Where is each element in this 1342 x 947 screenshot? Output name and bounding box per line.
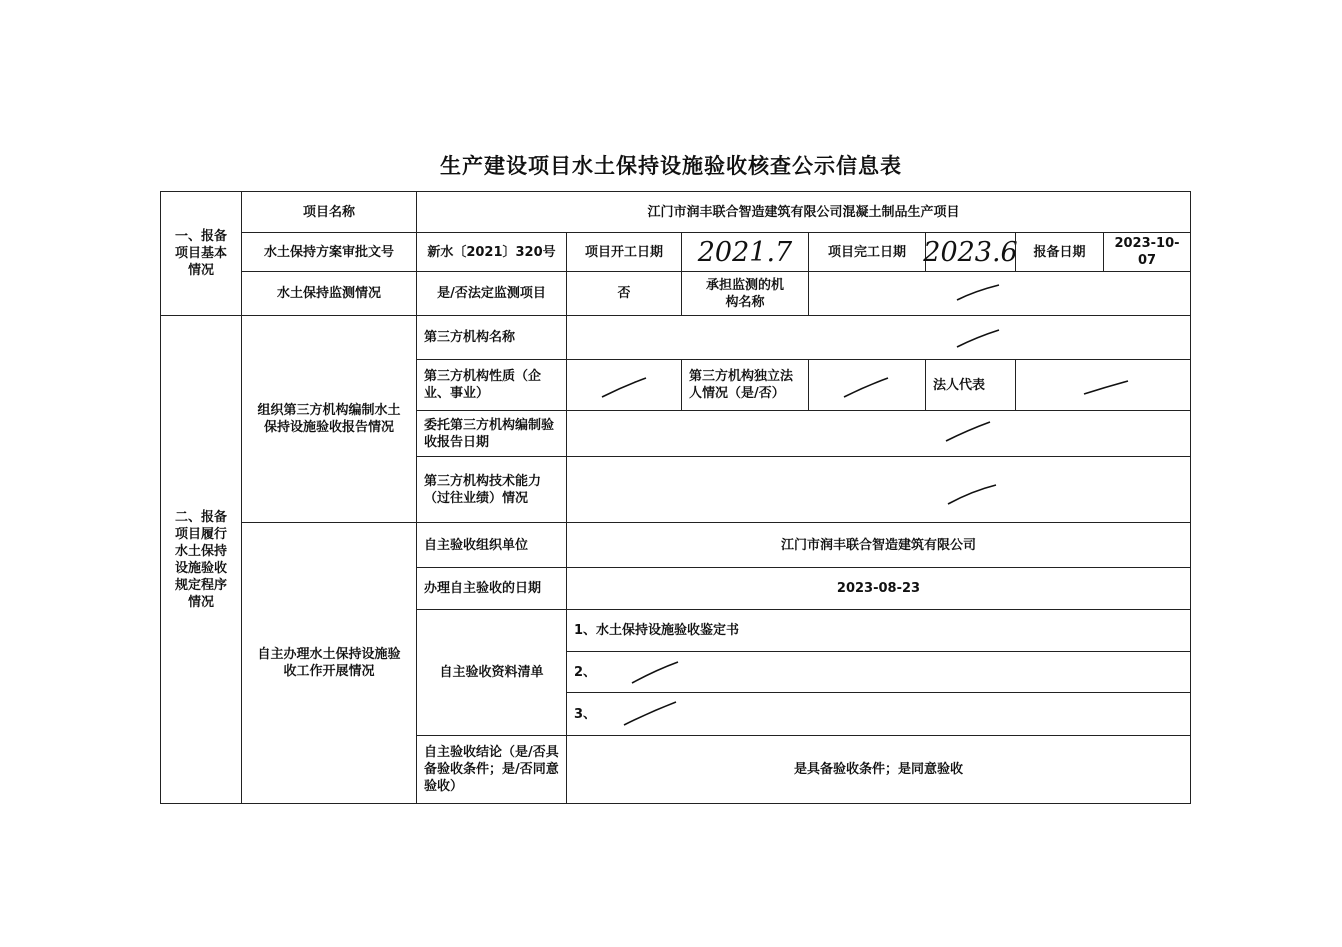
self-org-label: 自主验收组织单位	[416, 522, 567, 568]
third-party-nature-label: 第三方机构性质（企业、事业）	[416, 359, 567, 411]
na-slash-mark	[1082, 379, 1130, 397]
na-slash-mark	[944, 420, 992, 444]
na-slash-mark	[622, 700, 678, 728]
project-name-label: 项目名称	[241, 191, 417, 233]
filing-date-value: 2023-10-07	[1103, 232, 1191, 272]
third-party-name-value	[566, 315, 1191, 360]
approval-doc-label: 水土保持方案审批文号	[241, 232, 417, 272]
project-name-value: 江门市润丰联合智造建筑有限公司混凝土制品生产项目	[416, 191, 1191, 233]
tech-capability-value	[566, 456, 1191, 523]
filing-date-label: 报备日期	[1015, 232, 1104, 272]
na-slash-mark	[955, 328, 1001, 350]
materials-item-1: 1、水土保持设施验收鉴定书	[566, 609, 1191, 652]
na-slash-mark	[842, 376, 890, 400]
materials-label: 自主验收资料清单	[416, 609, 567, 736]
commission-date-value	[566, 410, 1191, 457]
na-slash-mark	[955, 283, 1001, 303]
commission-date-label: 委托第三方机构编制验收报告日期	[416, 410, 567, 457]
statutory-monitoring-label: 是/否法定监测项目	[416, 271, 567, 316]
na-slash-mark	[600, 376, 648, 400]
section1-label: 一、报备项目基本情况	[160, 191, 242, 316]
third-party-name-label: 第三方机构名称	[416, 315, 567, 360]
self-date-label: 办理自主验收的日期	[416, 567, 567, 610]
start-date-label: 项目开工日期	[566, 232, 682, 272]
page-title: 生产建设项目水土保持设施验收核查公示信息表	[440, 154, 902, 178]
materials-item-3: 3、	[566, 692, 1191, 736]
materials-item-2: 2、	[566, 651, 1191, 693]
self-acceptance-group-label: 自主办理水土保持设施验收工作开展情况	[241, 522, 417, 804]
na-slash-mark	[630, 660, 680, 686]
na-slash-mark	[946, 483, 998, 507]
self-date-value: 2023-08-23	[566, 567, 1191, 610]
third-party-group-label: 组织第三方机构编制水土保持设施验收报告情况	[241, 315, 417, 523]
self-org-value: 江门市润丰联合智造建筑有限公司	[566, 522, 1191, 568]
completion-date-label: 项目完工日期	[808, 232, 926, 272]
section2-label: 二、报备项目履行水土保持设施验收规定程序情况	[160, 315, 242, 804]
statutory-monitoring-value: 否	[566, 271, 682, 316]
conclusion-label: 自主验收结论（是/否具备验收条件；是/否同意验收）	[416, 735, 567, 804]
conclusion-value: 是具备验收条件；是同意验收	[566, 735, 1191, 804]
tech-capability-label: 第三方机构技术能力（过往业绩）情况	[416, 456, 567, 523]
monitoring-label: 水土保持监测情况	[241, 271, 417, 316]
approval-doc-value: 新水〔2021〕320号	[416, 232, 567, 272]
legal-rep-label: 法人代表	[925, 359, 1016, 411]
completion-date-value: 2023.6	[925, 232, 1016, 272]
monitoring-org-label: 承担监测的机构名称	[681, 271, 809, 316]
third-party-legal-label: 第三方机构独立法人情况（是/否）	[681, 359, 809, 411]
start-date-value: 2021.7	[681, 232, 809, 272]
